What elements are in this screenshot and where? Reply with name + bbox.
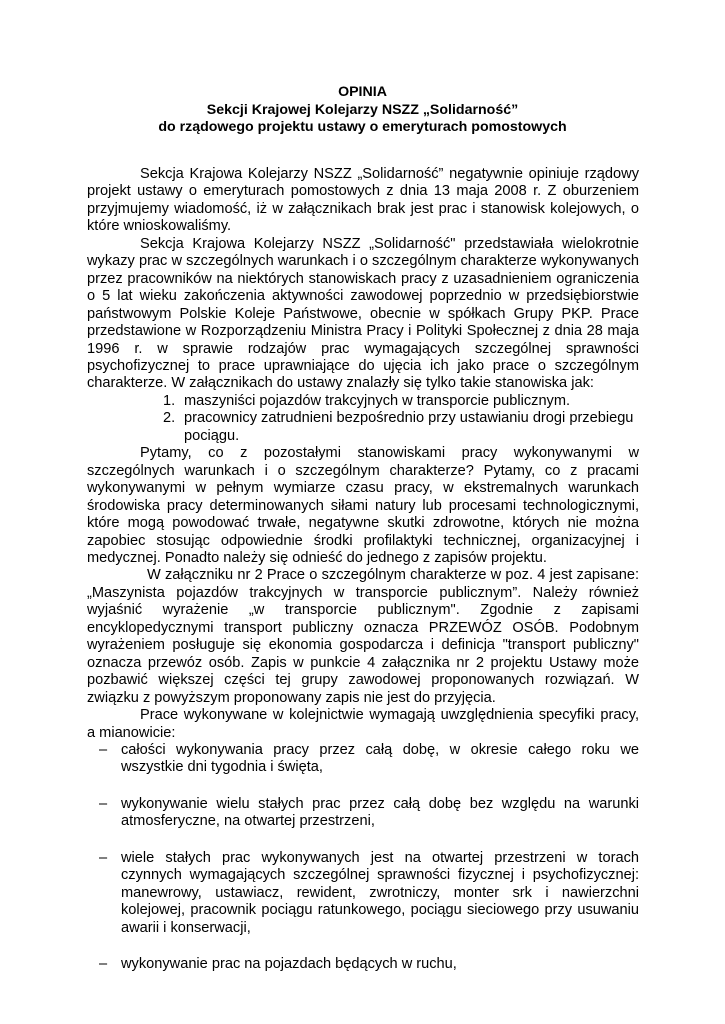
dash-marker: – [99, 956, 108, 973]
paragraph-5: Prace wykonywane w kolejnictwie wymagają uwzględnienia specyfiki pracy, a mianowicie: [87, 707, 639, 741]
list-item-text: wykonywanie prac na pojazdach będących w ruchu, [121, 956, 457, 973]
list-item-text: wiele stałych prac wykonywanych jest na otwartej przestrzeni w torach czynnych wymagających szczególnej sprawności fizycznej i psychofizycznej: manewrowy, ustawiacz, rewident, zwrotniczy, monter srk i nawierzchni kolejowej, pracownik pociągu ratunkowego, pociągu sieciowego przy usuwaniu awarii i konserwacji, [121, 849, 639, 936]
dash-marker: – [99, 795, 108, 812]
dash-marker: – [99, 741, 108, 758]
document-subtitle-line-1: Sekcji Krajowej Kolejarzy NSZZ „Solidarność” [206, 101, 519, 118]
numbered-list-item [87, 410, 639, 445]
list-item-text: maszyniści pojazdów trakcyjnych w transporcie publicznym. [184, 392, 571, 409]
document-header [0, 84, 725, 137]
paragraph-4: W załączniku nr 2 Prace o szczególnym charakterze w poz. 4 jest zapisane: „Maszynista pojazdów trakcyjnych w transporcie publicznym”. Należy również wyjaśnić wyrażenie „w transporcie publicznym". Zgodnie z zapisami encyklopedycznymi transport publiczny oznacza PRZEWÓZ OSÓB. Podobnym wyrażeniem posługuje się ekonomia gospodarcza i definicja "transport publiczny" oznacza przewóz osób. Zapis w punkcie 4 załącznika nr 2 projektu Ustawy może pozbawić większej części tej grupy zawodowej proponowanych rozwiązań. W związku z powyższym proponowany zapis nie jest do przyjęcia. [87, 567, 639, 706]
list-number: 1. [163, 392, 176, 409]
dash-list [87, 742, 639, 974]
numbered-list [87, 393, 639, 445]
dash-list-item [87, 796, 639, 831]
list-item-text: wykonywanie wielu stałych prac przez całą dobę bez względu na warunki atmosferyczne, na otwartej przestrzeni, [121, 795, 639, 830]
document-subtitle-line-2: do rządowego projektu ustawy o emeryturach pomostowych [158, 119, 567, 135]
dash-list-item [87, 850, 639, 937]
list-number: 2. [163, 410, 176, 427]
document-body [87, 166, 639, 992]
paragraph-3: Pytamy, co z pozostałymi stanowiskami pracy wykonywanymi w szczególnych warunkach i o szczególnym charakterze? Pytamy, co z pracami wykonywanymi w pełnym wymiarze czasu pracy, w ekstremalnych warunkach środowiska pracy determinowanych siłami natury lub procesami technologicznymi, które mogą powodować trwałe, negatywne skutki zdrowotne, których nie można zapobiec stosując odpowiednie środki profilaktyki technicznej, organizacyjnej i medycznej. Ponadto należy się odnieść do jednego z zapisów projektu. [87, 445, 639, 566]
dash-list-item [87, 742, 639, 777]
paragraph-2: Sekcja Krajowa Kolejarzy NSZZ „Solidarność" przedstawiała wielokrotnie wykazy prac w szczególnych warunkach i o szczególnym charakterze wykonywanych przez pracowników na niektórych stanowiskach pracy z uzasadnieniem ograniczenia o 5 lat wieku zakończenia aktywności zawodowej poprzednio w przedsiębiorstwie państwowym Polskie Koleje Państwowe, obecnie w spółkach Grupy PKP. Prace przedstawione w Rozporządzeniu Ministra Pracy i Polityki Społecznej z dnia 28 maja 1996 r. w sprawie rodzajów prac wymagających szczególnej sprawności psychofizycznej to prace uprawniające do ujęcia ich jako prace o szczególnym charakterze. W załącznikach do ustawy znalazły się tylko takie stanowiska jak: [87, 235, 639, 392]
paragraph-1: Sekcja Krajowa Kolejarzy NSZZ „Solidarność” negatywnie opiniuje rządowy projekt ustawy o emeryturach pomostowych z dnia 13 maja 2008 r. Z oburzeniem przyjmujemy wiadomość, iż w załącznikach brak jest prac i stanowisk kolejowych, o które wnioskowaliśmy. [87, 166, 639, 235]
list-item-text: całości wykonywania pracy przez całą dobę, w okresie całego roku we wszystkie dni tygodnia i święta, [121, 741, 639, 776]
dash-list-item [87, 956, 639, 973]
document-title: OPINIA [338, 84, 387, 100]
numbered-list-item [87, 393, 639, 410]
dash-marker: – [99, 849, 108, 866]
list-item-text: pracownicy zatrudnieni bezpośrednio przy ustawianiu drogi przebiegu pociągu. [184, 410, 634, 444]
